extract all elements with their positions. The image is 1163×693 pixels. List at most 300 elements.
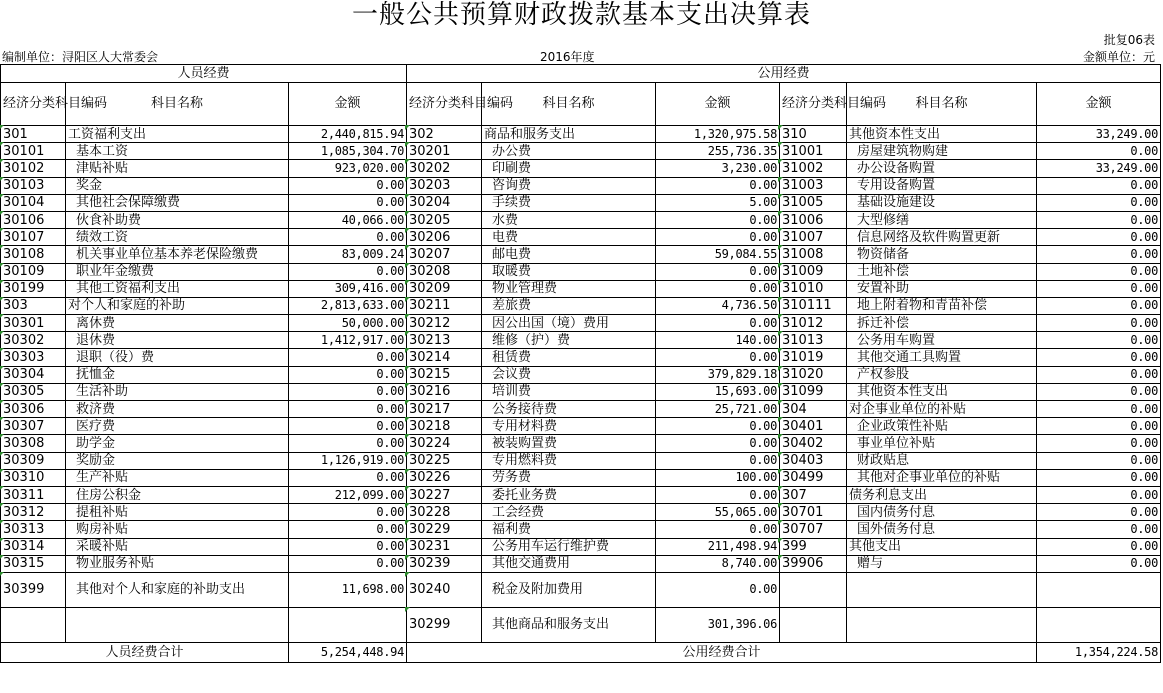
row-code [780,607,847,642]
row-amount: 0.00 [656,315,780,332]
row-amount: 212,099.00 [289,486,407,503]
page-title: 一般公共预算财政拨款基本支出决算表 [351,0,811,30]
row-amount: 0.00 [289,538,407,555]
row-code: 30499 [780,469,847,486]
row-amount: 0.00 [1037,177,1161,194]
row-name: 手续费 [482,194,656,211]
row-amount: 255,736.35 [656,143,780,160]
row-amount: 0.00 [656,349,780,366]
row-amount: 0.00 [289,435,407,452]
budget-table [0,64,1161,663]
row-amount: 33,249.00 [1037,160,1161,177]
row-code: 30104 [1,194,66,211]
row-name: 产权参股 [847,366,1037,383]
header-name: 科目名称 [482,83,656,126]
header-code: 经济分类科目编码 [1,83,66,126]
row-code: 30107 [1,229,66,246]
row-amount: 50,000.00 [289,315,407,332]
table-row [1,194,1161,211]
table-row [1,229,1161,246]
row-code: 307 [780,486,847,503]
row-amount: 0.00 [289,469,407,486]
row-amount: 0.00 [289,194,407,211]
row-code: 31006 [780,211,847,228]
row-code: 30201 [407,143,482,160]
table-row [1,538,1161,555]
row-amount: 15,693.00 [656,383,780,400]
row-name: 生产补贴 [66,469,289,486]
table-row [1,452,1161,469]
row-amount: 0.00 [1037,211,1161,228]
row-name: 购房补贴 [66,521,289,538]
row-name: 其他资本性支出 [847,126,1037,143]
table-row [1,521,1161,538]
row-amount: 8,740.00 [656,555,780,572]
row-code: 30202 [407,160,482,177]
row-code: 30102 [1,160,66,177]
row-amount: 1,412,917.00 [289,332,407,349]
row-name: 税金及附加费用 [482,572,656,607]
row-code: 30301 [1,315,66,332]
table-row [1,366,1161,383]
row-code: 399 [780,538,847,555]
row-name: 退职（役）费 [66,349,289,366]
row-name [847,607,1037,642]
row-name: 其他资本性支出 [847,383,1037,400]
row-code: 310111 [780,297,847,314]
row-amount: 100.00 [656,469,780,486]
row-name: 企业政策性补贴 [847,418,1037,435]
row-name: 专用设备购置 [847,177,1037,194]
row-code: 30227 [407,486,482,503]
row-code: 31001 [780,143,847,160]
row-name: 抚恤金 [66,366,289,383]
row-code: 303 [1,297,66,314]
row-amount: 0.00 [656,418,780,435]
section-public: 公用经费 [407,65,1161,83]
row-code: 30311 [1,486,66,503]
row-name: 基本工资 [66,143,289,160]
row-amount: 33,249.00 [1037,126,1161,143]
row-code: 30217 [407,401,482,418]
row-amount: 0.00 [289,366,407,383]
row-amount: 0.00 [289,555,407,572]
table-row [1,263,1161,280]
row-amount: 0.00 [289,229,407,246]
row-code: 30108 [1,246,66,263]
row-amount: 0.00 [1037,143,1161,160]
row-name: 地上附着物和青苗补偿 [847,297,1037,314]
row-name: 其他对企事业单位的补贴 [847,469,1037,486]
row-amount: 0.00 [289,177,407,194]
row-amount [1037,607,1161,642]
row-name: 物业管理费 [482,280,656,297]
row-amount: 0.00 [1037,229,1161,246]
public-total-label: 公用经费合计 [407,642,1037,662]
fiscal-year: 2016年度 [540,50,595,64]
row-code: 30240 [407,572,482,607]
row-code: 31003 [780,177,847,194]
header-code: 经济分类科目编码 [780,83,847,126]
row-name: 拆迁补偿 [847,315,1037,332]
row-code: 30701 [780,504,847,521]
row-name: 其他对个人和家庭的补助支出 [66,572,289,607]
row-amount: 25,721.00 [656,401,780,418]
row-amount: 55,065.00 [656,504,780,521]
row-name: 住房公积金 [66,486,289,503]
row-code [780,572,847,607]
row-code: 304 [780,401,847,418]
row-name: 委托业务费 [482,486,656,503]
table-row [1,297,1161,314]
row-amount: 0.00 [289,383,407,400]
amount-unit: 金额单位：元 [1082,50,1155,64]
row-name: 机关事业单位基本养老保险缴费 [66,246,289,263]
table-row [1,143,1161,160]
row-code: 30312 [1,504,66,521]
row-amount: 0.00 [656,452,780,469]
row-name: 公务用车运行维护费 [482,538,656,555]
row-code: 31002 [780,160,847,177]
row-code: 30314 [1,538,66,555]
row-name: 基础设施建设 [847,194,1037,211]
row-name: 被装购置费 [482,435,656,452]
row-code: 30203 [407,177,482,194]
public-total-value: 1,354,224.58 [1037,642,1161,662]
row-code: 30106 [1,211,66,228]
row-code: 31005 [780,194,847,211]
row-code: 30101 [1,143,66,160]
row-amount: 0.00 [1037,504,1161,521]
row-amount: 2,813,633.00 [289,297,407,314]
row-code: 31099 [780,383,847,400]
table-row [1,349,1161,366]
row-amount: 0.00 [1037,315,1161,332]
row-code: 30307 [1,418,66,435]
row-name: 提租补贴 [66,504,289,521]
row-amount: 0.00 [1037,263,1161,280]
row-code: 30305 [1,383,66,400]
row-name: 物业服务补贴 [66,555,289,572]
row-code: 30239 [407,555,482,572]
table-row [1,469,1161,486]
header-name: 科目名称 [66,83,289,126]
row-amount: 0.00 [656,572,780,607]
row-amount: 0.00 [289,418,407,435]
row-name: 办公费 [482,143,656,160]
row-code: 31009 [780,263,847,280]
row-amount: 0.00 [1037,452,1161,469]
row-code: 31012 [780,315,847,332]
row-code: 31019 [780,349,847,366]
row-amount: 1,126,919.00 [289,452,407,469]
row-code: 30315 [1,555,66,572]
table-row [1,504,1161,521]
row-code: 30225 [407,452,482,469]
row-code: 30402 [780,435,847,452]
row-name: 安置补助 [847,280,1037,297]
row-name: 专用燃料费 [482,452,656,469]
row-code: 30199 [1,280,66,297]
row-name: 租赁费 [482,349,656,366]
table-row [1,126,1161,143]
row-code: 30213 [407,332,482,349]
row-name: 咨询费 [482,177,656,194]
row-amount: 0.00 [1037,280,1161,297]
row-name: 会议费 [482,366,656,383]
row-code: 30218 [407,418,482,435]
row-code: 30302 [1,332,66,349]
row-code: 30212 [407,315,482,332]
row-code: 30204 [407,194,482,211]
row-amount: 0.00 [656,486,780,503]
row-code: 30214 [407,349,482,366]
row-name: 专用材料费 [482,418,656,435]
row-name: 培训费 [482,383,656,400]
row-code: 30401 [780,418,847,435]
row-name: 物资储备 [847,246,1037,263]
row-code: 302 [407,126,482,143]
table-row [1,572,1161,607]
row-name: 商品和服务支出 [482,126,656,143]
row-code: 30209 [407,280,482,297]
row-amount: 0.00 [656,177,780,194]
row-code: 31008 [780,246,847,263]
row-code: 30226 [407,469,482,486]
row-code: 30103 [1,177,66,194]
row-code: 30707 [780,521,847,538]
row-amount: 0.00 [1037,435,1161,452]
table-row [1,401,1161,418]
row-code: 30228 [407,504,482,521]
row-code: 30310 [1,469,66,486]
row-amount: 0.00 [1037,538,1161,555]
row-code: 30306 [1,401,66,418]
row-code: 30224 [407,435,482,452]
row-amount: 83,009.24 [289,246,407,263]
section-personnel: 人员经费 [1,65,407,83]
row-name: 国内债务付息 [847,504,1037,521]
table-row [1,160,1161,177]
row-amount: 2,440,815.94 [289,126,407,143]
table-row [1,211,1161,228]
row-amount: 0.00 [656,229,780,246]
row-name: 事业单位补贴 [847,435,1037,452]
row-name: 医疗费 [66,418,289,435]
row-amount: 0.00 [1037,401,1161,418]
row-name: 津贴补贴 [66,160,289,177]
row-name: 取暖费 [482,263,656,280]
row-code: 301 [1,126,66,143]
unit-label: 编制单位：浔阳区人大常委会 [2,50,159,64]
row-code: 30109 [1,263,66,280]
row-amount: 140.00 [656,332,780,349]
row-name: 离休费 [66,315,289,332]
row-code: 31020 [780,366,847,383]
table-row [1,280,1161,297]
row-name: 工会经费 [482,504,656,521]
row-name: 因公出国（境）费用 [482,315,656,332]
row-amount: 4,736.50 [656,297,780,314]
row-code: 30205 [407,211,482,228]
row-code: 30215 [407,366,482,383]
row-name: 差旅费 [482,297,656,314]
row-name: 公务接待费 [482,401,656,418]
row-amount: 0.00 [1037,469,1161,486]
row-name: 对个人和家庭的补助 [66,297,289,314]
table-row [1,332,1161,349]
row-name: 其他交通费用 [482,555,656,572]
row-amount [289,607,407,642]
row-amount: 3,230.00 [656,160,780,177]
row-code: 30309 [1,452,66,469]
row-name: 土地补偿 [847,263,1037,280]
row-code: 30231 [407,538,482,555]
row-amount: 1,085,304.70 [289,143,407,160]
row-amount: 211,498.94 [656,538,780,555]
table-row [1,555,1161,572]
row-name: 国外债务付息 [847,521,1037,538]
row-name: 工资福利支出 [66,126,289,143]
table-row [1,486,1161,503]
row-amount: 1,320,975.58 [656,126,780,143]
table-row [1,246,1161,263]
row-code: 30206 [407,229,482,246]
row-name: 伙食补助费 [66,211,289,228]
header-name: 科目名称 [847,83,1037,126]
row-name: 公务用车购置 [847,332,1037,349]
row-name: 信息网络及软件购置更新 [847,229,1037,246]
row-code: 310 [780,126,847,143]
row-name: 对企事业单位的补贴 [847,401,1037,418]
table-row [1,607,1161,642]
row-name: 奖金 [66,177,289,194]
row-name: 办公设备购置 [847,160,1037,177]
row-name: 助学金 [66,435,289,452]
row-code: 30308 [1,435,66,452]
row-amount: 0.00 [1037,486,1161,503]
row-amount: 0.00 [289,401,407,418]
row-amount: 0.00 [1037,246,1161,263]
row-amount: 0.00 [656,280,780,297]
row-code: 30216 [407,383,482,400]
row-name [66,607,289,642]
row-amount: 0.00 [1037,194,1161,211]
row-amount: 0.00 [1037,366,1161,383]
row-name: 印刷费 [482,160,656,177]
row-code: 30299 [407,607,482,642]
row-code: 30403 [780,452,847,469]
row-amount: 0.00 [656,521,780,538]
row-name: 采暖补贴 [66,538,289,555]
row-name: 其他社会保障缴费 [66,194,289,211]
row-code: 39906 [780,555,847,572]
row-name: 房屋建筑物购建 [847,143,1037,160]
row-code: 31007 [780,229,847,246]
table-row [1,435,1161,452]
row-code: 30208 [407,263,482,280]
row-amount: 923,020.00 [289,160,407,177]
row-amount: 0.00 [289,504,407,521]
row-code: 31010 [780,280,847,297]
row-name: 救济费 [66,401,289,418]
form-number: 批复06表 [1103,33,1155,47]
row-name: 其他商品和服务支出 [482,607,656,642]
row-name [847,572,1037,607]
row-amount: 0.00 [1037,297,1161,314]
header-code: 经济分类科目编码 [407,83,482,126]
row-amount: 0.00 [1037,349,1161,366]
row-name: 维修（护）费 [482,332,656,349]
row-amount: 309,416.00 [289,280,407,297]
personnel-total-value: 5,254,448.94 [289,642,407,662]
row-amount: 40,066.00 [289,211,407,228]
row-amount: 0.00 [1037,521,1161,538]
row-name: 赠与 [847,555,1037,572]
row-name: 大型修缮 [847,211,1037,228]
table-row [1,383,1161,400]
row-amount: 0.00 [656,211,780,228]
row-amount: 0.00 [656,263,780,280]
row-name: 邮电费 [482,246,656,263]
row-name: 福利费 [482,521,656,538]
row-code [1,607,66,642]
row-name: 奖励金 [66,452,289,469]
row-name: 电费 [482,229,656,246]
row-name: 其他交通工具购置 [847,349,1037,366]
row-code: 31013 [780,332,847,349]
header-amount: 金额 [1037,83,1161,126]
header-amount: 金额 [289,83,407,126]
row-amount [1037,572,1161,607]
row-name: 其他支出 [847,538,1037,555]
table-row [1,177,1161,194]
row-code: 30399 [1,572,66,607]
row-code: 30229 [407,521,482,538]
personnel-total-label: 人员经费合计 [1,642,289,662]
row-amount: 0.00 [1037,555,1161,572]
row-amount: 11,698.00 [289,572,407,607]
row-amount: 5.00 [656,194,780,211]
row-amount: 0.00 [1037,418,1161,435]
row-amount: 0.00 [289,521,407,538]
row-name: 其他工资福利支出 [66,280,289,297]
row-amount: 0.00 [1037,383,1161,400]
row-code: 30313 [1,521,66,538]
row-code: 30211 [407,297,482,314]
row-code: 30207 [407,246,482,263]
table-row [1,418,1161,435]
row-amount: 0.00 [289,263,407,280]
row-code: 30303 [1,349,66,366]
row-name: 退休费 [66,332,289,349]
row-name: 财政贴息 [847,452,1037,469]
row-amount: 379,829.18 [656,366,780,383]
row-name: 职业年金缴费 [66,263,289,280]
row-name: 生活补助 [66,383,289,400]
header-amount: 金额 [656,83,780,126]
table-row [1,315,1161,332]
row-amount: 59,084.55 [656,246,780,263]
row-name: 劳务费 [482,469,656,486]
row-amount: 0.00 [656,435,780,452]
row-amount: 301,396.06 [656,607,780,642]
row-code: 30304 [1,366,66,383]
row-amount: 0.00 [289,349,407,366]
row-amount: 0.00 [1037,332,1161,349]
row-name: 绩效工资 [66,229,289,246]
row-name: 债务利息支出 [847,486,1037,503]
